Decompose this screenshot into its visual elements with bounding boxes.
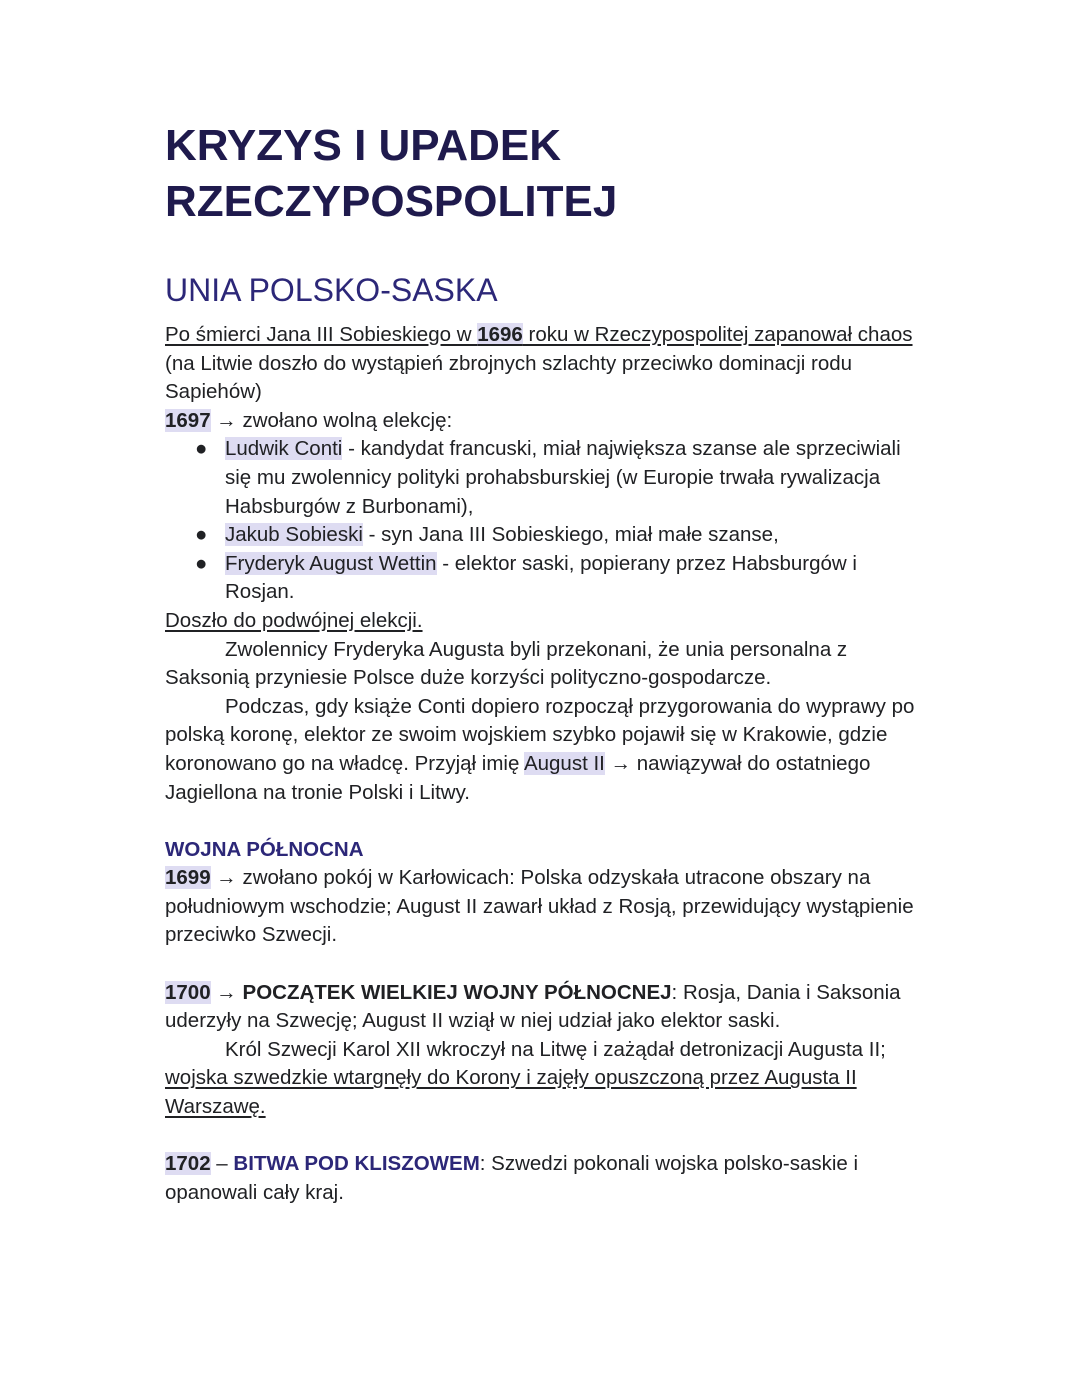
karol-text-underlined: wojska szwedzkie wtargnęły do Korony i zajęły opuszczoną przez Augusta II Warszawę. [165,1066,857,1119]
page-title-line-2: RZECZYPOSPOLITEJ [165,177,618,226]
paragraph-1699 [165,864,925,950]
year-1702: 1702 [165,1152,211,1176]
section-heading-wojna: WOJNA PÓŁNOCNA [165,837,364,861]
candidate-name: Jakub Sobieski [225,523,363,547]
paragraph-coronation [165,693,925,807]
candidate-name: Fryderyk August Wettin [225,551,437,575]
paragraph-intro [165,321,925,407]
page-title [165,118,925,230]
paragraph-1702 [165,1150,925,1207]
candidate-name: Ludwik Conti [225,437,343,461]
event-title-1702: BITWA POD KLISZOWEM [233,1152,480,1176]
karol-text-a: Król Szwecji Karol XII wkroczył na Litwę i zażądał detronizacji Augusta II; [225,1037,886,1061]
bullet-icon: ● [195,523,208,547]
coronation-text-b: → nawiązywał do ostatniego Jagiellona na tronie Polski i Litwy. [165,751,871,804]
section-body-unia [165,321,925,1207]
name-august-ii: August II [523,751,605,775]
text-1697: → zwołano wolną elekcję: [210,408,453,432]
year-1700: 1700 [165,980,211,1004]
bullet-icon: ● [195,437,208,461]
candidate-list [165,435,925,607]
paragraph-double-election: Doszło do podwójnej elekcji. [165,608,423,632]
spacer [165,950,925,979]
intro-underlined [165,323,913,346]
year-1696: 1696 [477,323,523,346]
candidate-desc: - kandydat francuski, miał największa szanse ale sprzeciwiali się mu zwolennicy polityki prohabsburskiej (w Europie trwała rywalizacja Habsburgów z Burbonami), [225,437,901,518]
spacer [165,807,925,836]
arrow-1700: → [210,980,243,1004]
candidate-desc: - syn Jana III Sobieskiego, miał małe szanse, [362,523,779,547]
event-title-1700: POCZĄTEK WIELKIEJ WOJNY PÓŁNOCNEJ [242,980,672,1004]
list-item [195,435,925,521]
paragraph-1697 [165,407,925,436]
spacer [165,1122,925,1151]
coronation-text-a: Podczas, gdy książe Conti dopiero rozpoczął przygorowania do wyprawy po polską koronę, elektor ze swoim wojskiem szybko pojawił się w Krakowie, gdzie koronowano go na władcę. Przyjął imię [165,694,915,775]
paragraph-supporters: Zwolennicy Fryderyka Augusta byli przekonani, że unia personalna z Saksonią przyniesie Polsce duże korzyści polityczno-gospodarcze. [165,637,848,690]
section-heading-unia: UNIA POLSKO-SASKA [165,272,498,308]
year-1697: 1697 [165,408,211,432]
year-1699: 1699 [165,866,211,890]
list-item [195,521,925,550]
candidate-desc: - elektor saski, popierany przez Habsburgów i Rosjan. [225,551,857,604]
text-1700: : Rosja, Dania i Saksonia uderzyły na Szwecję; August II wziął w niej udział jako elektor saski. [165,980,901,1033]
page-title-line-1: KRYZYS I UPADEK [165,121,562,170]
paragraph-1700 [165,979,925,1036]
text-1699: → zwołano pokój w Karłowicach: Polska odzyskała utracone obszary na południowym wschodzie; August II zawarł układ z Rosją, przewidujący wystąpienie przeciwko Szwecji. [165,866,914,947]
intro-text-c: (na Litwie doszło do wystąpień zbrojnych szlachty przeciwko dominacji rodu Sapiehów) [165,351,853,404]
intro-text-a: Po śmierci Jana III Sobieskiego w [165,323,478,346]
dash-1702: – [210,1152,234,1176]
document-content [165,118,925,1204]
intro-text-b: roku w Rzeczypospolitej zapanował chaos [522,323,913,346]
list-item [195,550,925,607]
paragraph-karol-xii [165,1036,925,1122]
text-1702: : Szwedzi pokonali wojska polsko-saskie i opanowali cały kraj. [165,1152,859,1204]
bullet-icon: ● [195,551,208,575]
